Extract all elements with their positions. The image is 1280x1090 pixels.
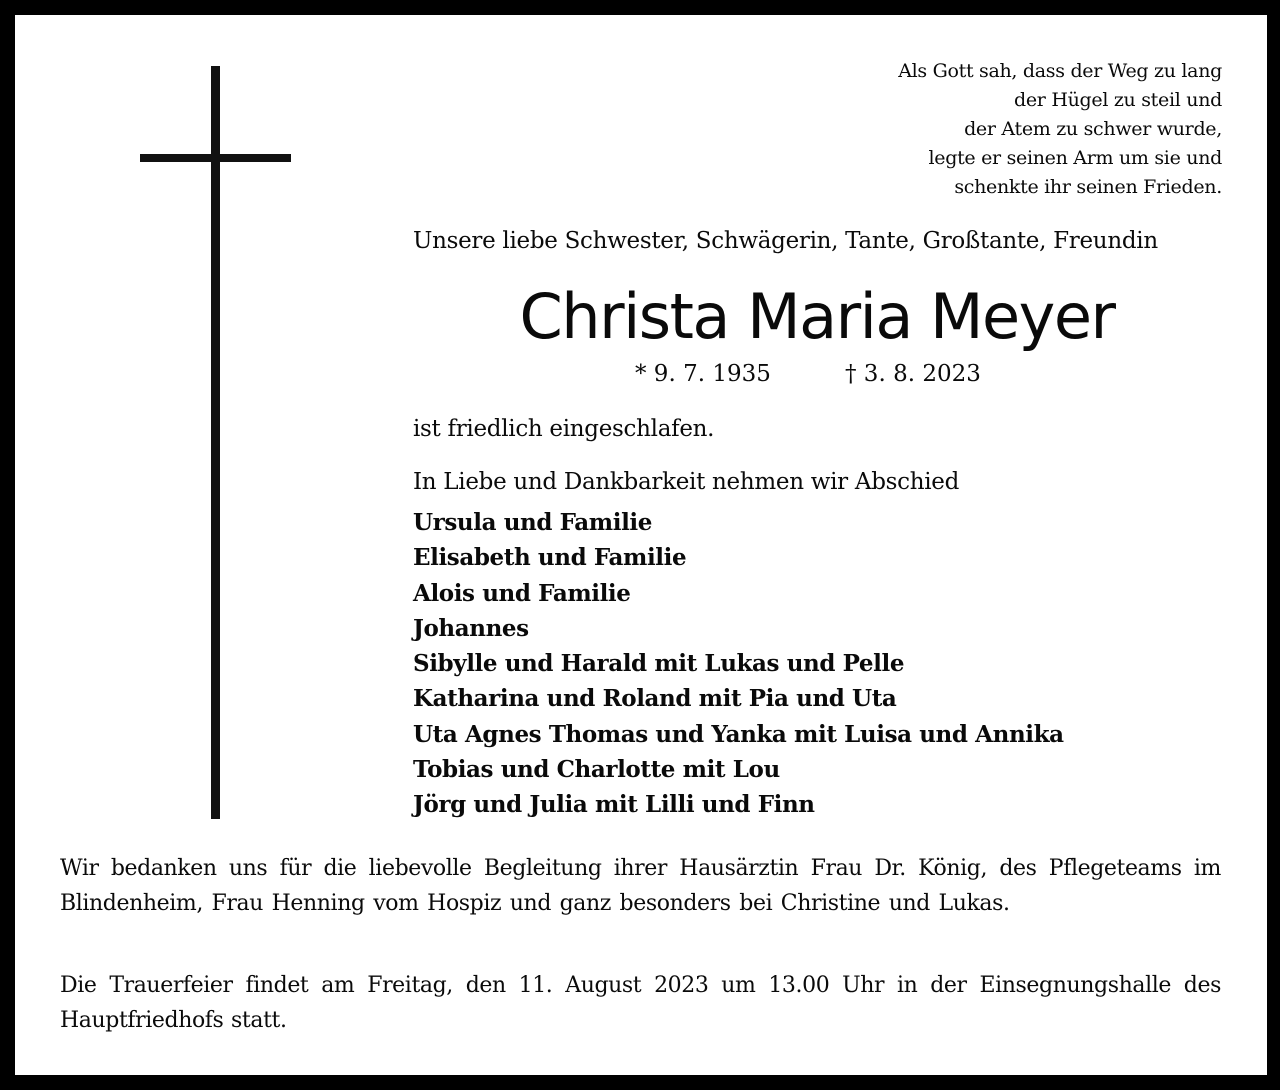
verse-line: der Hügel zu steil und xyxy=(1013,89,1222,111)
verse-line: legte er seinen Arm um sie und xyxy=(928,147,1222,169)
mourner-entry: Ursula und Familie xyxy=(413,509,652,536)
mourner-entry: Johannes xyxy=(413,614,529,642)
cross-icon-crossbar xyxy=(140,154,291,162)
farewell-line: In Liebe und Dankbarkeit nehmen wir Abschied xyxy=(413,469,959,495)
mourner-entry: Alois und Familie xyxy=(413,579,631,607)
verse-line: der Atem zu schwer wurde, xyxy=(964,118,1222,140)
relationship-intro: Unsere liebe Schwester, Schwägerin, Tante, Großtante, Freundin xyxy=(413,228,1158,254)
deceased-name: Christa Maria Meyer xyxy=(519,280,1115,353)
verse-line: schenkte ihr seinen Frieden. xyxy=(954,176,1222,198)
mourner-entry: Jörg und Julia mit Lilli und Finn xyxy=(413,791,815,819)
mourner-entry: Elisabeth und Familie xyxy=(413,544,687,572)
cross-icon xyxy=(211,66,220,819)
memorial-verse xyxy=(898,57,1222,202)
mourners-list xyxy=(413,505,1064,823)
funeral-service-paragraph: Die Trauerfeier findet am Freitag, den 11. August 2023 um 13.00 Uhr in der Einsegnungshalle des Hauptfriedhofs statt. xyxy=(60,973,1221,1033)
obituary-card xyxy=(15,15,1267,1075)
death-date: † 3. 8. 2023 xyxy=(845,361,981,387)
verse-line: Als Gott sah, dass der Weg zu lang xyxy=(898,60,1222,82)
birth-date: * 9. 7. 1935 xyxy=(635,361,771,387)
mourner-entry: Katharina und Roland mit Pia und Uta xyxy=(413,685,897,713)
mourner-entry: Tobias und Charlotte mit Lou xyxy=(413,756,780,784)
mourner-entry: Uta Agnes Thomas und Yanka mit Luisa und Annika xyxy=(413,720,1064,748)
passing-statement: ist friedlich eingeschlafen. xyxy=(413,416,715,442)
thanks-paragraph: Wir bedanken uns für die liebevolle Begleitung ihrer Hausärztin Frau Dr. König, des Pflegeteams im Blindenheim, Frau Henning vom Hospiz und ganz besonders bei Christine und Lukas. xyxy=(60,856,1221,916)
mourner-entry: Sibylle und Harald mit Lukas und Pelle xyxy=(413,650,905,678)
